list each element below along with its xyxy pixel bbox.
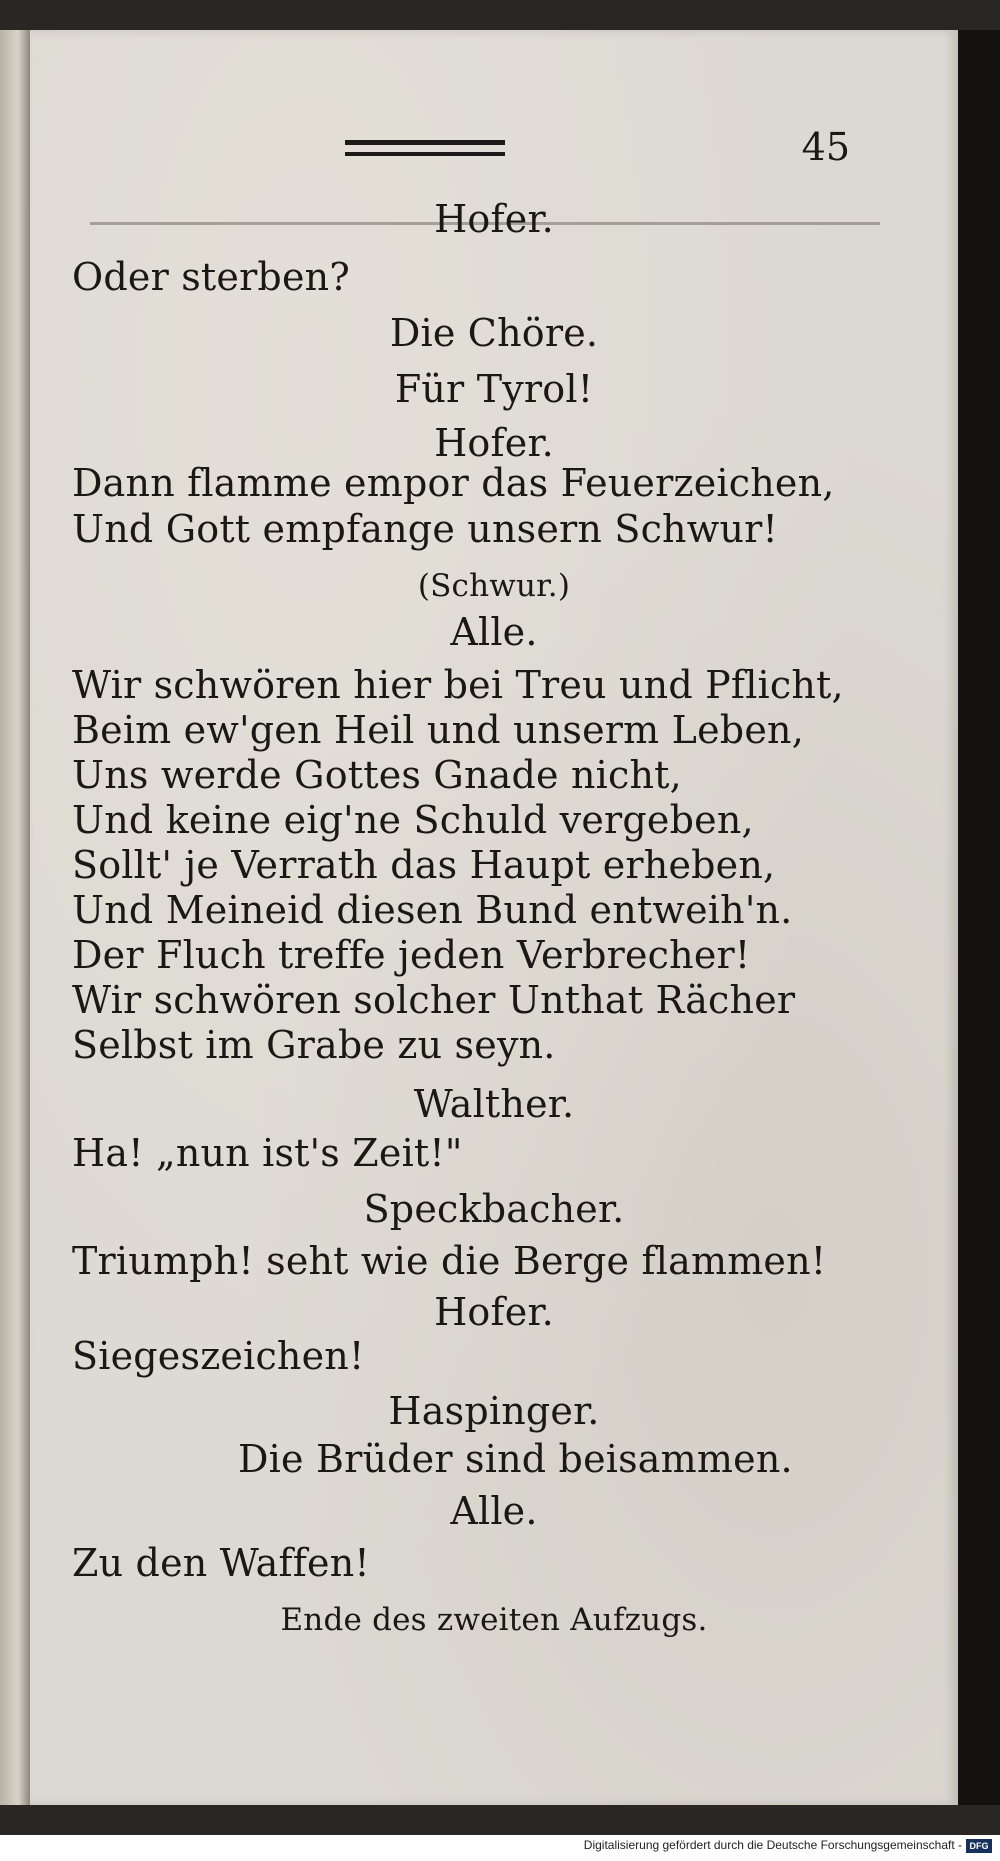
verse-line: Und keine eig'ne Schuld vergeben, bbox=[72, 798, 754, 842]
verse-line-centered: Für Tyrol! bbox=[394, 367, 594, 411]
speaker-name: Walther. bbox=[413, 1082, 575, 1126]
verse-line: Uns werde Gottes Gnade nicht, bbox=[72, 753, 682, 797]
verse-line-indented: Die Brüder sind beisammen. bbox=[238, 1437, 793, 1481]
act-ending: Ende des zweiten Aufzugs. bbox=[280, 1602, 708, 1638]
verse-line: Beim ew'gen Heil und unserm Leben, bbox=[72, 708, 804, 752]
speaker-name: Haspinger. bbox=[388, 1389, 600, 1433]
verse-line: Oder sterben? bbox=[72, 255, 350, 299]
speaker-name: Die Chöre. bbox=[389, 311, 599, 355]
speaker-name: Alle. bbox=[450, 1489, 538, 1533]
speaker-name: Speckbacher. bbox=[363, 1187, 625, 1231]
verse-line: Wir schwören solcher Unthat Rächer bbox=[72, 978, 796, 1022]
page-number: 45 bbox=[801, 125, 850, 169]
verse-line: Der Fluch treffe jeden Verbrecher! bbox=[72, 933, 751, 977]
book-gutter bbox=[0, 30, 30, 1805]
stage-direction: (Schwur.) bbox=[417, 568, 571, 604]
speaker-name: Hofer. bbox=[434, 421, 554, 465]
verse-line: Zu den Waffen! bbox=[72, 1541, 370, 1585]
scan-background bbox=[958, 30, 1000, 1805]
speaker-name: Hofer. bbox=[434, 197, 554, 241]
verse-line: Und Gott empfange unsern Schwur! bbox=[72, 507, 778, 551]
verse-line: Und Meineid diesen Bund entweih'n. bbox=[72, 888, 793, 932]
header-double-rule bbox=[345, 140, 505, 156]
verse-line: Wir schwören hier bei Treu und Pflicht, bbox=[72, 663, 844, 707]
verse-line: Triumph! seht wie die Berge flammen! bbox=[72, 1239, 827, 1283]
dfg-logo: DFG bbox=[966, 1839, 992, 1853]
verse-line: Selbst im Grabe zu seyn. bbox=[72, 1023, 556, 1067]
speaker-name: Hofer. bbox=[434, 1290, 554, 1334]
verse-line: Sollt' je Verrath das Haupt erheben, bbox=[72, 843, 776, 887]
verse-line: Ha! „nun ist's Zeit!" bbox=[72, 1131, 463, 1175]
verse-line: Siegeszeichen! bbox=[72, 1334, 365, 1378]
speaker-name: Alle. bbox=[450, 610, 538, 654]
digitization-credit: Digitalisierung gefördert durch die Deutsche Forschungsgemeinschaft - bbox=[583, 1838, 962, 1852]
verse-line: Dann flamme empor das Feuerzeichen, bbox=[72, 461, 835, 505]
